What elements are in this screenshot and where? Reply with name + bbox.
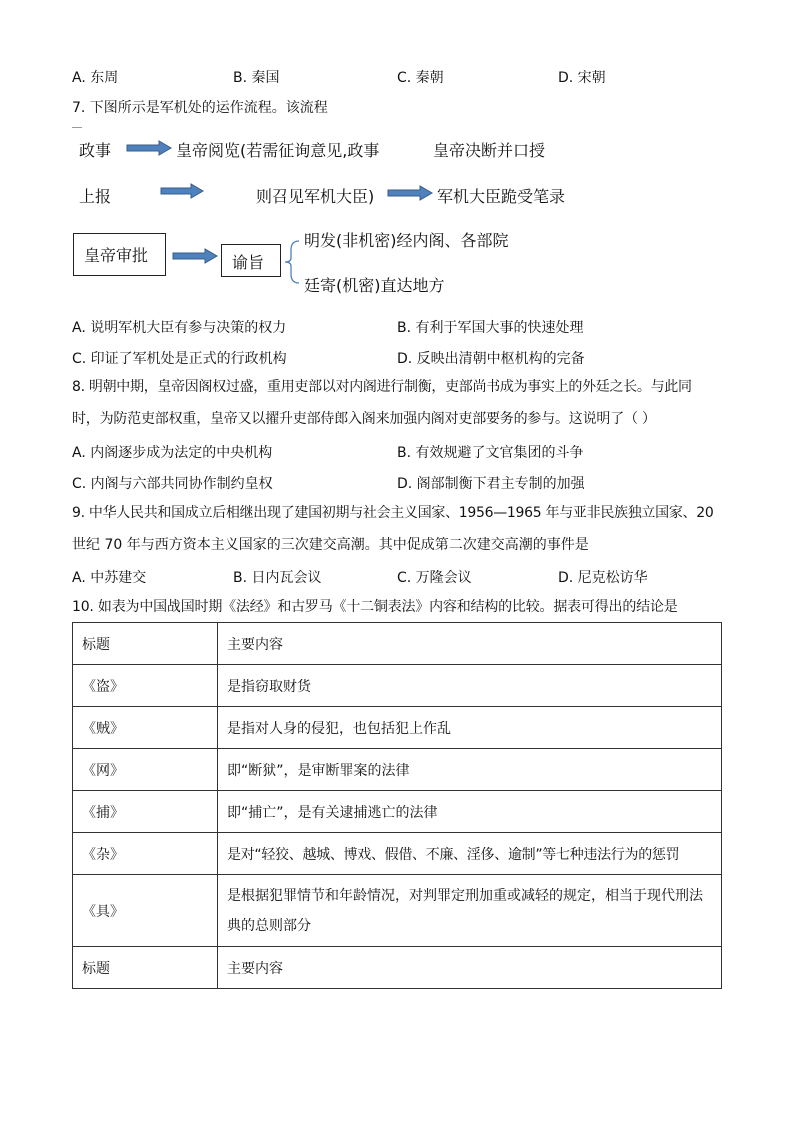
- flow-zhengshi: 政事: [79, 141, 112, 160]
- table-cell-content: 即“断狱”，是审断罪案的法律: [218, 749, 722, 791]
- q6-option-b[interactable]: B. 秦国: [233, 70, 280, 86]
- q9-options: [72, 567, 732, 587]
- q6-option-c[interactable]: C. 秦朝: [397, 70, 444, 86]
- q9-option-d[interactable]: D. 尼克松访华: [558, 570, 648, 586]
- table-cell-content: 是指窃取财货: [218, 665, 722, 707]
- flow-approve: 皇帝审批: [84, 246, 149, 265]
- flow-edict-box: [221, 244, 281, 277]
- flow-brace: [281, 238, 305, 286]
- table-cell-title: 《具》: [73, 875, 218, 947]
- table-footer-content: 主要内容: [218, 947, 722, 989]
- flow-review-line2: 则召见军机大臣): [256, 187, 375, 206]
- q7-option-d[interactable]: D. 反映出清朝中枢机构的完备: [397, 351, 585, 367]
- q9-option-a[interactable]: A. 中苏建交: [72, 570, 147, 586]
- table-cell-title: 《捕》: [73, 791, 218, 833]
- table-row: [73, 833, 722, 875]
- q6-options: [72, 67, 732, 87]
- table-cell-content: 即“捕亡”，是有关逮捕逃亡的法律: [218, 791, 722, 833]
- flow-approve-box: [73, 233, 166, 276]
- flow-decide: 皇帝决断并口授: [433, 141, 546, 160]
- flow-arrow-2: [160, 183, 204, 199]
- q8-stem-line1: 8. 明朝中期，皇帝因阁权过盛，重用吏部以对内阁进行制衡，吏部尚书成为事实上的外廷之长。与此同: [72, 379, 692, 395]
- table-row: [73, 875, 722, 947]
- q7-option-c[interactable]: C. 印证了军机处是正式的行政机构: [72, 351, 287, 367]
- flow-edict: 谕旨: [232, 253, 265, 272]
- table-header-title: 标题: [73, 623, 218, 665]
- flow-record: 军机大臣跪受笔录: [437, 187, 566, 206]
- flow-branch1: 明发(非机密)经内阁、各部院: [304, 231, 509, 250]
- table-row: [73, 707, 722, 749]
- q8-options-row2: [72, 473, 732, 493]
- q6-option-a[interactable]: A. 东周: [72, 70, 119, 86]
- flow-arrow-1: [126, 139, 172, 157]
- flow-branch2: 廷寄(机密)直达地方: [304, 276, 445, 295]
- table-cell-title: 《网》: [73, 749, 218, 791]
- table-row: [73, 791, 722, 833]
- q7-option-b[interactable]: B. 有利于军国大事的快速处理: [397, 320, 584, 336]
- q9-stem-line2: 世纪 70 年与西方资本主义国家的三次建交高潮。其中促成第二次建交高潮的事件是: [72, 537, 589, 553]
- q6-option-d[interactable]: D. 宋朝: [558, 70, 606, 86]
- q7-options-row1: [72, 317, 732, 337]
- table-row: [73, 665, 722, 707]
- flow-marker: [72, 127, 82, 128]
- q8-stem-line2: 时，为防范吏部权重，皇帝又以擢升吏部侍郎入阁来加强内阁对吏部要务的参与。这说明了（ ）: [72, 411, 656, 427]
- table-cell-title: 《杂》: [73, 833, 218, 875]
- q8-option-b[interactable]: B. 有效规避了文官集团的斗争: [397, 445, 584, 461]
- flow-review-line1: 皇帝阅览(若需征询意见,政事: [176, 141, 380, 160]
- table-cell-content: 是根据犯罪情节和年龄情况，对判罪定刑加重或减轻的规定，相当于现代刑法典的总则部分: [218, 875, 722, 947]
- table-header-row: [73, 623, 722, 665]
- flow-arrow-3: [387, 185, 433, 201]
- flow-shangbao: 上报: [79, 187, 112, 206]
- q8-option-a[interactable]: A. 内阁逐步成为法定的中央机构: [72, 445, 273, 461]
- q9-option-c[interactable]: C. 万隆会议: [397, 570, 472, 586]
- table-header-content: 主要内容: [218, 623, 722, 665]
- q7-option-a[interactable]: A. 说明军机大臣有参与决策的权力: [72, 320, 287, 336]
- flow-arrow-4: [172, 248, 218, 264]
- table-cell-title: 《贼》: [73, 707, 218, 749]
- q9-stem-line1: 9. 中华人民共和国成立后相继出现了建国初期与社会主义国家、1956—1965 年与亚非民族独立国家、20: [72, 505, 714, 521]
- q7-stem: 7. 下图所示是军机处的运作流程。该流程: [72, 100, 328, 116]
- q10-comparison-table: [72, 622, 722, 989]
- table-footer-row: [73, 947, 722, 989]
- q10-stem: 10. 如表为中国战国时期《法经》和古罗马《十二铜表法》内容和结构的比较。据表可得出的结论是: [72, 599, 678, 615]
- q9-option-b[interactable]: B. 日内瓦会议: [233, 570, 322, 586]
- q8-option-d[interactable]: D. 阁部制衡下君主专制的加强: [397, 476, 585, 492]
- table-row: [73, 749, 722, 791]
- q7-options-row2: [72, 348, 732, 368]
- table-cell-content: 是对“轻狡、越城、博戏、假借、不廉、淫侈、逾制”等七种违法行为的惩罚: [218, 833, 722, 875]
- table-cell-content: 是指对人身的侵犯，也包括犯上作乱: [218, 707, 722, 749]
- table-footer-title: 标题: [73, 947, 218, 989]
- table-cell-title: 《盗》: [73, 665, 218, 707]
- q8-options-row1: [72, 442, 732, 462]
- q8-option-c[interactable]: C. 内阁与六部共同协作制约皇权: [72, 476, 273, 492]
